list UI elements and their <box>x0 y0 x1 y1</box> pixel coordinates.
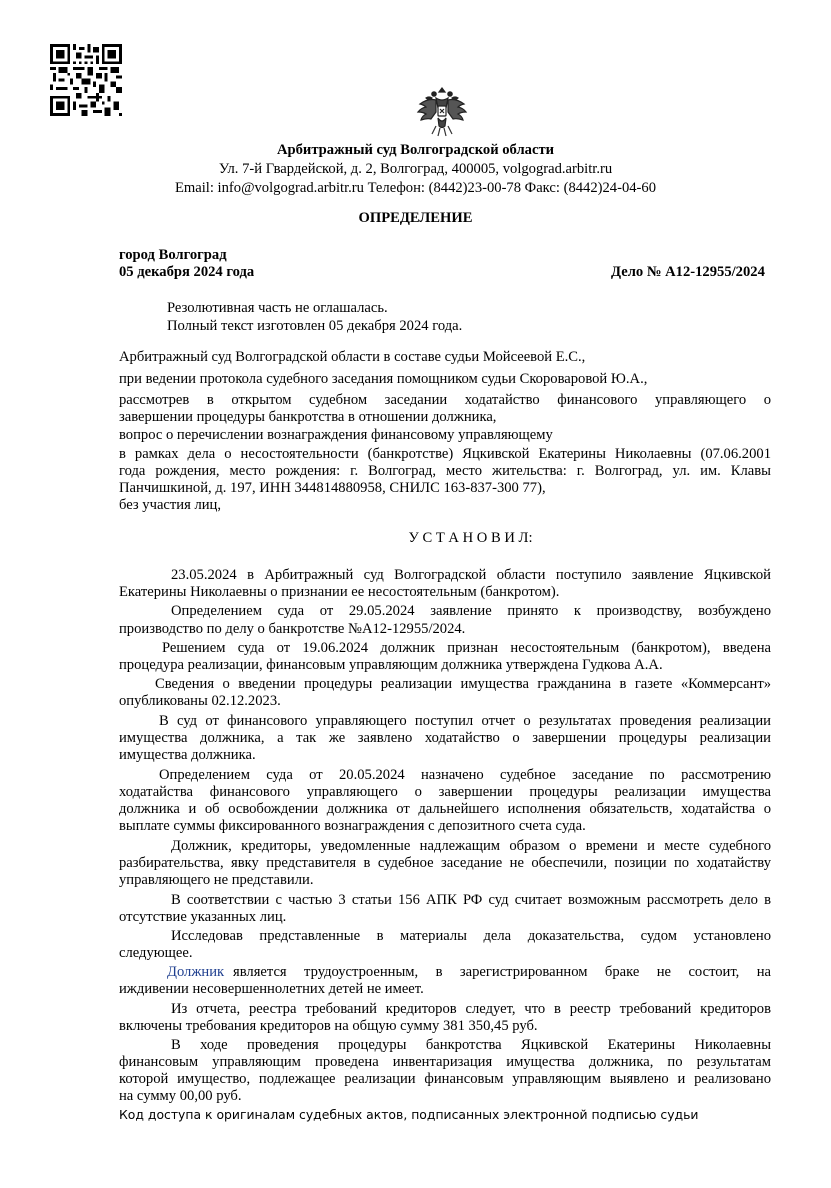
intro-line: года рождения, место рождения: г. Волгоград, место жительства: г. Волгоград, ул. им. Клавы <box>119 463 771 479</box>
intro-line: в рамках дела о несостоятельности (банкротстве) Яцкивской Екатерины Николаевны (07.06.2001 <box>119 446 771 462</box>
note-line: Резолютивная часть не оглашалась. <box>167 300 388 316</box>
debtor-link[interactable]: Должник <box>167 964 225 980</box>
section-title: У С Т А Н О В И Л: <box>408 530 533 546</box>
intro-line: при ведении протокола судебного заседания помощником судьи Скороваровой Ю.А., <box>119 371 648 387</box>
city: город Волгоград <box>119 247 227 263</box>
body-line: имущества должника. <box>119 747 256 763</box>
court-contacts: Email: info@volgograd.arbitr.ru Телефон: (8442)23-00-78 Факс: (8442)24-04-60 <box>175 180 656 196</box>
body-line: В соответствии с частью 3 статьи 156 АПК РФ суд считает возможным рассмотреть дело в <box>171 892 771 908</box>
intro-line: Арбитражный суд Волгоградской области в составе судьи Мойсеевой Е.С., <box>119 349 586 365</box>
body-line: разбирательства, явку представителя в судебное заседание не обеспечили, позиции по ходатайству <box>119 855 771 871</box>
case-number: Дело № А12-12955/2024 <box>611 264 765 280</box>
body-line: управляющего не представили. <box>119 872 314 888</box>
body-line: отсутствие указанных лиц. <box>119 909 287 925</box>
footer-note: Код доступа к оригиналам судебных актов, подписанных электронной подписью судьи <box>119 1107 699 1122</box>
document-title: ОПРЕДЕЛЕНИЕ <box>358 210 473 226</box>
body-line: которой имущество, подлежащее реализации финансовым управляющим выявлено и реализовано <box>119 1071 771 1087</box>
body-line: должника и об освобождении должника от дальнейшего исполнения обязательств, ходатайства о <box>119 801 771 817</box>
intro-line: вопрос о перечислении вознаграждения финансовому управляющему <box>119 427 553 443</box>
body-line: Из отчета, реестра требований кредиторов следует, что в реестр требований кредиторов <box>171 1001 771 1017</box>
body-line: имущества должника, а так же заявлено ходатайство о завершении процедуры реализации <box>119 730 771 746</box>
body-line: процедура реализации, финансовым управляющим должника утверждена Гудкова А.А. <box>119 657 663 673</box>
intro-line: рассмотрев в открытом судебном заседании ходатайство финансового управляющего о <box>119 392 771 408</box>
body-line: производство по делу о банкротстве №А12-12955/2024. <box>119 621 466 637</box>
body-line: Должник, кредиторы, уведомленные надлежащим образом о времени и месте судебного <box>171 838 771 854</box>
document-date: 05 декабря 2024 года <box>119 264 255 280</box>
body-line: на сумму 00,00 руб. <box>119 1088 242 1104</box>
body-line: иждивении несовершеннолетних детей не имеет. <box>119 981 424 997</box>
body-line: Исследовав представленные в материалы дела доказательства, судом установлено <box>171 928 771 944</box>
body-line: Решением суда от 19.06.2024 должник признан несостоятельным (банкротом), введена <box>162 640 771 656</box>
body-line: выплате суммы фиксированного вознаграждения с депозитного счета суда. <box>119 818 586 834</box>
intro-line: завершении процедуры банкротства в отношении должника, <box>119 409 497 425</box>
body-line: является трудоустроенным, в зарегистрированном браке не состоит, на <box>233 964 771 980</box>
body-line: опубликованы 02.12.2023. <box>119 693 281 709</box>
body-line: ходатайства финансового управляющего о завершении процедуры реализации имущества <box>119 784 771 800</box>
intro-line: без участия лиц, <box>119 497 221 513</box>
body-line: Сведения о введении процедуры реализации имущества гражданина в газете «Коммерсант» <box>155 676 771 692</box>
body-line: В суд от финансового управляющего поступил отчет о результатах проведения реализации <box>159 713 771 729</box>
body-line: Определением суда от 20.05.2024 назначено судебное заседание по рассмотрению <box>159 767 771 783</box>
body-line: 23.05.2024 в Арбитражный суд Волгоградской области поступило заявление Яцкивской <box>171 567 771 583</box>
body-line: Определением суда от 29.05.2024 заявление принято к производству, возбуждено <box>171 603 771 619</box>
body-line: Екатерины Николаевны о признании ее несостоятельным (банкротом). <box>119 584 560 600</box>
qr-code <box>50 44 122 116</box>
coat-of-arms-icon <box>412 84 472 140</box>
note-line: Полный текст изготовлен 05 декабря 2024 года. <box>167 318 463 334</box>
body-line: включены требования кредиторов на общую сумму 381 350,45 руб. <box>119 1018 538 1034</box>
body-line: следующее. <box>119 945 193 961</box>
court-address: Ул. 7-й Гвардейской, д. 2, Волгоград, 400005, volgograd.arbitr.ru <box>218 161 613 177</box>
body-line: В ходе проведения процедуры банкротства Яцкивской Екатерины Николаевны <box>171 1037 771 1053</box>
court-name: Арбитражный суд Волгоградской области <box>276 142 555 158</box>
body-line: финансовым управляющим проведена инвентаризация имущества должника, по результатам <box>119 1054 771 1070</box>
intro-line: Панчишкиной, д. 197, ИНН 344814880958, СНИЛС 163-837-300 77), <box>119 480 546 496</box>
